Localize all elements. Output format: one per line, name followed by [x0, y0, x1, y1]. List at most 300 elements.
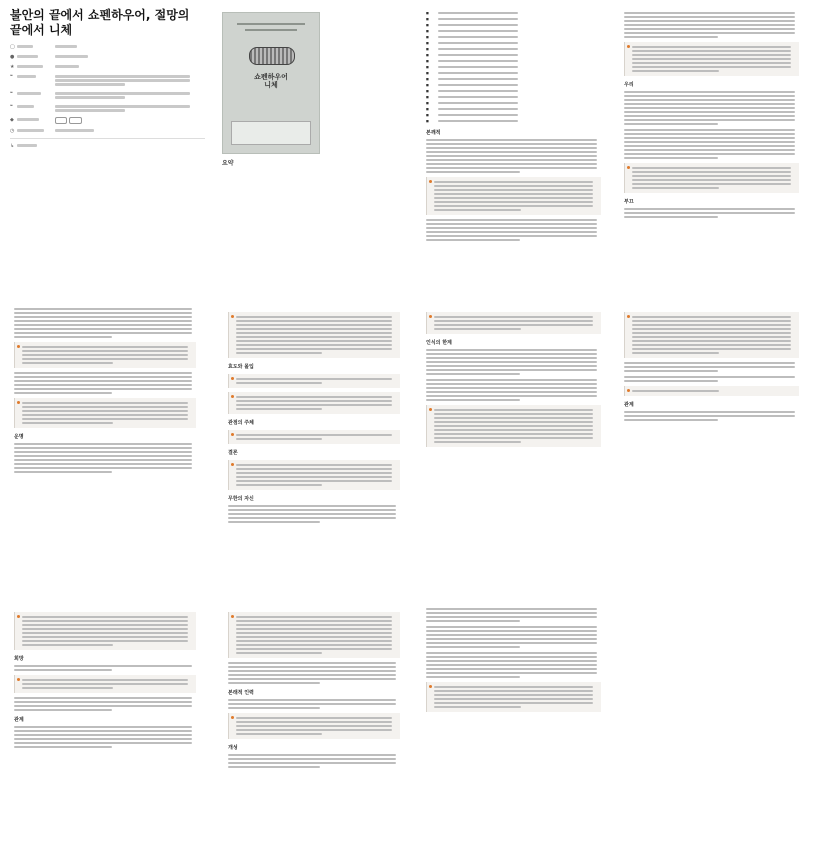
calendar-icon: ▢: [10, 44, 15, 50]
tag-chip[interactable]: [69, 117, 81, 124]
text-line: [434, 702, 593, 704]
highlight-quote: [624, 312, 799, 358]
text-line: [14, 332, 192, 334]
text-line: [632, 50, 791, 52]
text-line: [624, 419, 718, 421]
text-line: [22, 632, 188, 634]
text-line: [426, 223, 597, 225]
section-heading: 본래적 인력: [228, 690, 254, 696]
text-line: [14, 316, 192, 318]
text-line: [438, 54, 518, 56]
text-line: [236, 636, 392, 638]
highlight-dot-icon: [231, 377, 234, 380]
text-line: [228, 707, 320, 709]
bullet-icon: ■: [426, 107, 429, 111]
text-line: [228, 674, 396, 676]
text-line: [438, 12, 518, 14]
paragraph: [624, 376, 799, 382]
text-line: [14, 308, 192, 310]
document-page: [228, 308, 400, 527]
text-line: [22, 414, 188, 416]
text-line: [438, 114, 518, 116]
text-line: [426, 163, 597, 165]
text-line: [438, 48, 518, 50]
text-line: [624, 99, 795, 101]
text-line: [236, 652, 322, 654]
bullet-icon: ■: [426, 77, 429, 81]
highlight-dot-icon: [231, 315, 234, 318]
text-line: [426, 656, 597, 658]
text-line: [236, 434, 392, 436]
meta-row: [10, 117, 205, 124]
paragraph: [14, 726, 196, 748]
text-line: [426, 373, 520, 375]
book-title: 불안의 끝에서 쇼펜하우어, 절망의 끝에서 니체: [10, 8, 190, 37]
highlight-quote: [228, 374, 400, 388]
text-line: [632, 58, 791, 60]
text-line: [236, 400, 392, 402]
highlight-dot-icon: [231, 433, 234, 436]
highlight-quote: [228, 713, 400, 739]
highlight-dot-icon: [17, 345, 20, 348]
text-line: [14, 730, 192, 732]
tag-chip[interactable]: [55, 117, 67, 124]
highlight-dot-icon: [429, 685, 432, 688]
bullet-icon: ■: [426, 47, 429, 51]
bullet-icon: ■: [426, 35, 429, 39]
text-line: [434, 433, 593, 435]
document-page: [228, 608, 400, 772]
highlight-dot-icon: [17, 615, 20, 618]
bullet-icon: ■: [426, 53, 429, 57]
text-line: [624, 153, 795, 155]
text-line: [632, 390, 719, 392]
text-line: [632, 54, 791, 56]
text-line: [434, 324, 593, 326]
paragraph: [14, 443, 196, 473]
text-line: [632, 66, 791, 68]
section-heading: 운명: [14, 434, 24, 440]
paragraph: [624, 91, 799, 125]
text-line: [22, 354, 188, 356]
text-line: [434, 316, 593, 318]
text-line: [426, 357, 597, 359]
text-line: [236, 480, 392, 482]
meta-value: [55, 74, 195, 87]
text-line: [624, 20, 795, 22]
text-line: [438, 18, 518, 20]
text-line: [434, 209, 521, 211]
text-line: [14, 471, 112, 473]
bullet-icon: ■: [426, 71, 429, 75]
highlight-quote: [228, 612, 400, 658]
text-line: [14, 734, 192, 736]
book-cover-image: [222, 12, 320, 154]
text-line: [14, 701, 192, 703]
paragraph: [14, 665, 196, 671]
text-line: [624, 115, 795, 117]
text-line: [228, 766, 320, 768]
text-line: [434, 690, 593, 692]
text-line: [426, 620, 520, 622]
list-item: [426, 108, 601, 112]
text-line: [236, 332, 392, 334]
book-meta-list: [10, 44, 205, 134]
text-line: [426, 139, 597, 141]
section-heading: 희망: [14, 656, 24, 662]
text-line: [632, 328, 791, 330]
meta-key: [17, 54, 55, 59]
text-line: [426, 395, 597, 397]
bullet-icon: ■: [426, 12, 429, 15]
text-line: [624, 370, 718, 372]
text-line: [228, 682, 320, 684]
bullet-icon: ■: [426, 23, 429, 27]
text-line: [632, 340, 791, 342]
paragraph: [426, 219, 601, 241]
text-line: [14, 742, 192, 744]
text-line: [426, 672, 597, 674]
text-line: [14, 384, 192, 386]
text-line: [624, 95, 795, 97]
list-item: [426, 18, 601, 22]
text-line: [22, 418, 188, 420]
section-heading: 관계: [624, 402, 634, 408]
section-heading: 무한의 자신: [228, 496, 254, 502]
text-line: [426, 239, 520, 241]
text-line: [434, 425, 593, 427]
text-line: [236, 733, 322, 735]
text-line: [426, 660, 597, 662]
cover-blurb: [231, 121, 311, 145]
text-line: [624, 123, 718, 125]
text-line: [236, 725, 392, 727]
text-line: [14, 328, 192, 330]
text-line: [426, 664, 597, 666]
text-line: [438, 90, 518, 92]
highlight-dot-icon: [429, 180, 432, 183]
paragraph: [228, 754, 400, 768]
text-line: [236, 324, 392, 326]
list-item: [426, 36, 601, 40]
paragraph: [426, 379, 601, 401]
text-line: [426, 147, 597, 149]
paragraph: [426, 608, 601, 622]
text-line: [624, 415, 795, 417]
text-line: [426, 369, 597, 371]
text-line: [434, 706, 521, 708]
text-line: [236, 464, 392, 466]
text-line: [22, 402, 188, 404]
highlight-dot-icon: [231, 615, 234, 618]
bullet-list: [426, 12, 601, 58]
text-line: [632, 344, 791, 346]
text-line: [14, 455, 192, 457]
meta-key: [17, 128, 55, 133]
bullet-icon: ■: [426, 119, 429, 123]
paragraph: [228, 662, 400, 684]
text-line: [14, 451, 192, 453]
text-line: [14, 312, 192, 314]
cover-title-line1: 쇼펜하우어: [254, 73, 288, 81]
paragraph: [624, 362, 799, 372]
text-line: [624, 145, 795, 147]
text-line: [22, 362, 113, 364]
text-line: [624, 28, 795, 30]
text-line: [14, 336, 112, 338]
text-line: [426, 652, 597, 654]
text-line: [228, 762, 396, 764]
meta-row: [10, 44, 205, 50]
highlight-dot-icon: [231, 463, 234, 466]
text-line: [236, 624, 392, 626]
text-line: [434, 409, 593, 411]
text-line: [632, 187, 719, 189]
text-line: [426, 608, 597, 610]
text-line: [236, 320, 392, 322]
document-page: [14, 608, 196, 752]
quote-icon: ❝: [10, 74, 13, 80]
text-line: [624, 157, 718, 159]
list-item: [426, 60, 601, 64]
bullet-icon: ■: [426, 41, 429, 45]
text-line: [426, 668, 597, 670]
list-item: [426, 12, 601, 16]
text-line: [236, 648, 392, 650]
text-line: [438, 66, 518, 68]
meta-key: [17, 104, 55, 109]
text-line: [632, 183, 791, 185]
text-line: [426, 391, 597, 393]
text-line: [426, 151, 597, 153]
list-item: [426, 78, 601, 82]
text-line: [236, 344, 392, 346]
text-line: [426, 171, 520, 173]
document-page: [426, 608, 601, 716]
text-line: [632, 167, 791, 169]
paragraph: [14, 308, 196, 338]
meta-key: [17, 74, 55, 79]
text-line: [22, 644, 113, 646]
text-line: [236, 328, 392, 330]
bullet-icon: ■: [426, 65, 429, 69]
highlight-quote: [624, 163, 799, 193]
highlight-quote: [426, 177, 601, 215]
text-line: [236, 396, 392, 398]
bullet-icon: ■: [426, 89, 429, 93]
text-line: [438, 102, 518, 104]
highlight-quote: [14, 612, 196, 650]
text-line: [624, 141, 795, 143]
text-line: [228, 521, 320, 523]
text-line: [228, 517, 396, 519]
text-line: [22, 358, 188, 360]
text-line: [426, 143, 597, 145]
list-item: [426, 66, 601, 70]
text-line: [236, 404, 392, 406]
text-line: [426, 383, 597, 385]
text-line: [624, 212, 795, 214]
text-line: [624, 91, 795, 93]
meta-key: [17, 44, 55, 49]
text-line: [426, 361, 597, 363]
text-line: [434, 417, 593, 419]
text-line: [438, 84, 518, 86]
text-line: [14, 467, 192, 469]
meta-row: [10, 74, 205, 87]
text-line: [426, 227, 597, 229]
text-line: [236, 644, 392, 646]
section-heading: 부끄: [624, 199, 634, 205]
text-line: [438, 24, 518, 26]
text-line: [14, 726, 192, 728]
highlight-quote: [228, 430, 400, 444]
text-line: [624, 380, 718, 382]
bullet-icon: ■: [426, 59, 429, 63]
meta-row: [10, 128, 205, 134]
text-line: [624, 12, 795, 14]
highlight-dot-icon: [17, 401, 20, 404]
list-item: [426, 72, 601, 76]
text-line: [632, 175, 791, 177]
text-line: [14, 459, 192, 461]
meta-row: [10, 64, 205, 70]
text-line: [624, 362, 795, 364]
user-icon: ●: [10, 54, 15, 60]
text-line: [228, 678, 396, 680]
list-item: [426, 90, 601, 94]
text-line: [434, 421, 593, 423]
text-line: [14, 738, 192, 740]
document-page: [426, 12, 601, 245]
text-line: [624, 24, 795, 26]
text-line: [434, 686, 593, 688]
text-line: [22, 406, 188, 408]
text-line: [426, 616, 597, 618]
tag-icon: ◆: [10, 117, 14, 123]
text-line: [236, 640, 392, 642]
text-line: [236, 382, 322, 384]
paragraph: [426, 626, 601, 648]
meta-value: [55, 64, 195, 69]
text-line: [22, 683, 188, 685]
meta-value: [55, 91, 195, 100]
text-line: [426, 353, 597, 355]
paragraph: [228, 699, 400, 709]
text-line: [434, 694, 593, 696]
quote-icon: ❝: [10, 91, 13, 97]
text-line: [632, 352, 719, 354]
paragraph: [14, 697, 196, 711]
meta-value: [55, 54, 195, 59]
text-line: [22, 687, 113, 689]
section-heading: 본깨적: [426, 130, 441, 136]
highlight-quote: [426, 312, 601, 334]
text-line: [624, 119, 795, 121]
list-item: [426, 42, 601, 46]
text-line: [14, 705, 192, 707]
list-item: [426, 54, 601, 58]
text-line: [236, 476, 392, 478]
text-line: [228, 703, 396, 705]
section-heading: 개성: [228, 745, 238, 751]
paragraph: [624, 208, 799, 218]
paragraph: [426, 652, 601, 678]
text-line: [434, 437, 593, 439]
text-line: [426, 626, 597, 628]
text-line: [22, 422, 113, 424]
text-line: [624, 133, 795, 135]
highlight-quote: [624, 386, 799, 396]
text-line: [236, 340, 392, 342]
text-line: [14, 709, 112, 711]
text-line: [14, 388, 192, 390]
text-line: [632, 316, 791, 318]
bullet-icon: ■: [426, 113, 429, 117]
text-line: [426, 235, 597, 237]
text-line: [434, 185, 593, 187]
highlight-dot-icon: [627, 315, 630, 318]
meta-value: [55, 128, 195, 133]
meta-row: [10, 91, 205, 100]
text-line: [426, 646, 520, 648]
text-line: [22, 636, 188, 638]
text-line: [228, 754, 396, 756]
text-line: [632, 348, 791, 350]
highlight-dot-icon: [231, 395, 234, 398]
list-item: [426, 24, 601, 28]
highlight-quote: [228, 392, 400, 414]
text-line: [236, 316, 392, 318]
meta-key: [17, 64, 55, 69]
text-line: [228, 670, 396, 672]
text-line: [632, 324, 791, 326]
text-line: [14, 392, 112, 394]
text-line: [228, 666, 396, 668]
meta-value: [55, 104, 195, 113]
text-line: [624, 129, 795, 131]
section-heading: 효도와 몰입: [228, 364, 254, 370]
text-line: [426, 167, 597, 169]
text-line: [236, 721, 392, 723]
text-line: [22, 410, 188, 412]
document-page: [426, 308, 601, 451]
text-line: [632, 336, 791, 338]
bullet-list: [426, 96, 601, 124]
paragraph: [624, 411, 799, 421]
clock-icon: ◷: [10, 128, 15, 134]
list-item: [426, 114, 601, 118]
text-line: [228, 509, 396, 511]
text-line: [438, 42, 518, 44]
section-heading: 관점의 주체: [228, 420, 254, 426]
text-line: [236, 378, 392, 380]
highlight-quote: [14, 342, 196, 368]
paragraph: [228, 505, 400, 523]
text-line: [22, 628, 188, 630]
highlight-dot-icon: [627, 45, 630, 48]
text-line: [426, 219, 597, 221]
text-line: [632, 70, 719, 72]
highlight-quote: [426, 682, 601, 712]
text-line: [624, 137, 795, 139]
text-line: [14, 447, 192, 449]
meta-value: [55, 44, 195, 49]
text-line: [426, 676, 520, 678]
text-line: [236, 717, 392, 719]
text-line: [22, 616, 188, 618]
text-line: [14, 669, 112, 671]
